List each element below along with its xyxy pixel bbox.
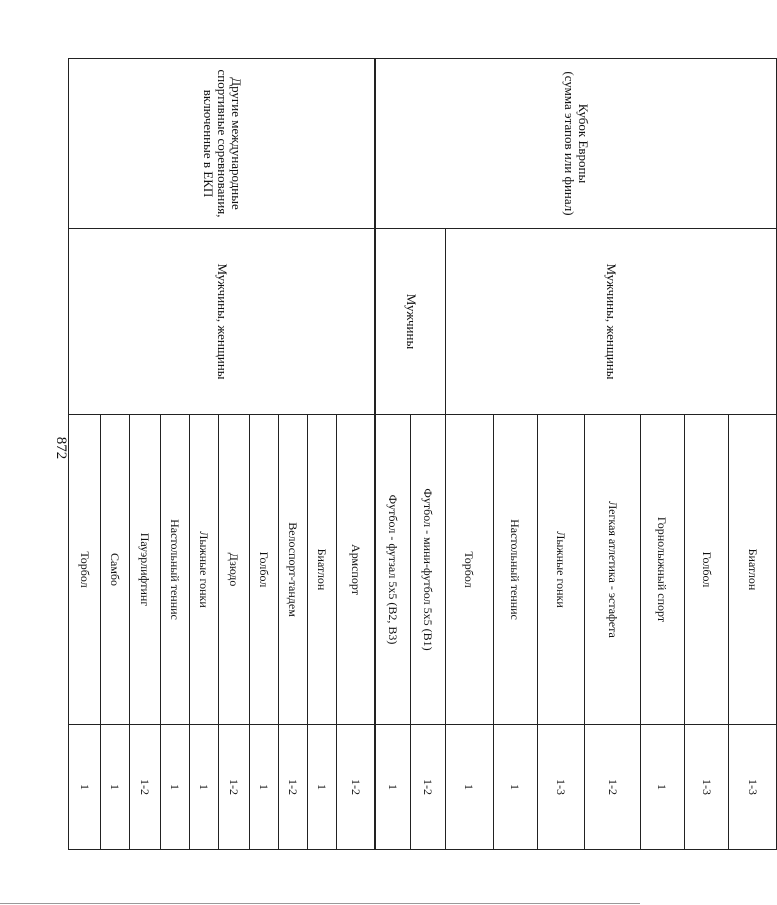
discipline-cell: Настольный теннис [493, 415, 537, 725]
places-cell: 1-3 [729, 725, 777, 850]
discipline-cell: Футбол - футзал 5х5 (В2, В3) [375, 415, 410, 725]
places-cell: 1-2 [337, 725, 375, 850]
places-cell: 1 [190, 725, 219, 850]
discipline-cell: Биатлон [729, 415, 777, 725]
places-cell: 1-2 [130, 725, 161, 850]
rotated-table-frame [68, 58, 777, 849]
gender-cell: Мужчины, женщины [446, 229, 777, 415]
discipline-cell: Легкая атлетика - эстафета [585, 415, 640, 725]
scan-edge-line [0, 903, 640, 904]
places-cell: 1 [375, 725, 410, 850]
competition-name-cell: Кубок Европы (сумма этапов или финал) [375, 59, 776, 229]
results-table-container [68, 58, 777, 849]
discipline-cell: Настольный теннис [161, 415, 190, 725]
discipline-cell: Торбол [69, 415, 101, 725]
places-cell: 1-2 [585, 725, 640, 850]
places-cell: 1 [308, 725, 337, 850]
results-table [68, 58, 777, 850]
discipline-cell: Велоспорт-тандем [279, 415, 308, 725]
places-cell: 1 [640, 725, 684, 850]
competition-name-cell: Другие международные спортивные соревнования, включенные в ЕКП [69, 59, 376, 229]
discipline-cell: Пауэрлифтинг [130, 415, 161, 725]
discipline-cell: Лыжные гонки [190, 415, 219, 725]
gender-cell: Мужчины [375, 229, 445, 415]
places-cell: 1-2 [410, 725, 445, 850]
places-cell: 1-2 [279, 725, 308, 850]
discipline-cell: Голбол [249, 415, 278, 725]
discipline-cell: Биатлон [308, 415, 337, 725]
table-row [729, 59, 777, 850]
places-cell: 1 [446, 725, 494, 850]
places-cell: 1 [101, 725, 130, 850]
places-cell: 1 [161, 725, 190, 850]
places-cell: 1 [493, 725, 537, 850]
discipline-cell: Голбол [685, 415, 729, 725]
discipline-cell: Торбол [446, 415, 494, 725]
table-row [337, 59, 375, 850]
page-number: 872 [53, 436, 69, 460]
discipline-cell: Армспорт [337, 415, 375, 725]
places-cell: 1-2 [219, 725, 250, 850]
discipline-cell: Лыжные гонки [537, 415, 585, 725]
places-cell: 1-3 [537, 725, 585, 850]
discipline-cell: Футбол - мини-футбол 5х5 (В1) [410, 415, 445, 725]
results-table-body [69, 59, 777, 850]
places-cell: 1 [69, 725, 101, 850]
places-cell: 1 [249, 725, 278, 850]
gender-cell: Мужчины, женщины [69, 229, 376, 415]
discipline-cell: Самбо [101, 415, 130, 725]
discipline-cell: Горнолыжный спорт [640, 415, 684, 725]
places-cell: 1-3 [685, 725, 729, 850]
discipline-cell: Дзюдо [219, 415, 250, 725]
